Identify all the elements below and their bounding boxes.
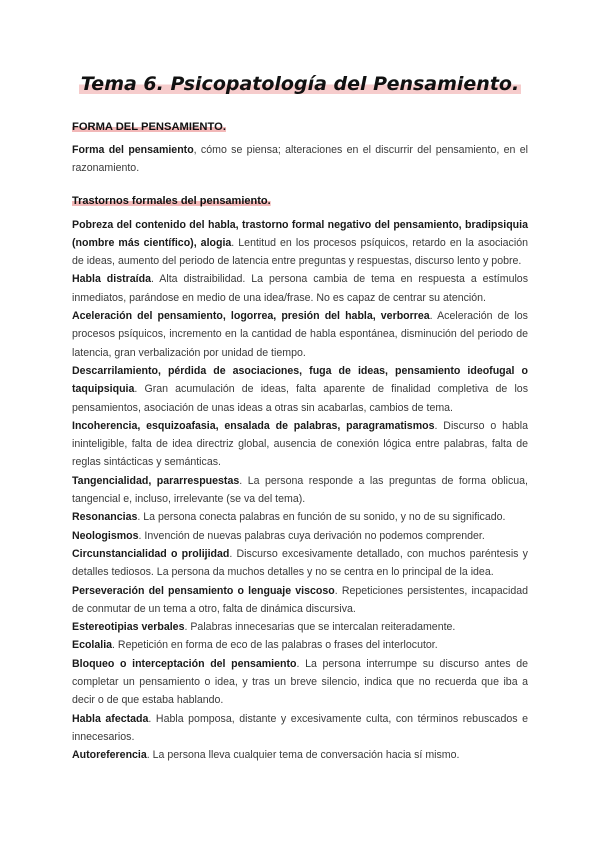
entry-term: Resonancias — [72, 511, 138, 524]
list-item — [72, 636, 528, 654]
entry-text: . La persona interrumpe su discurso antes de completar un pensamiento o idea, y tras un breve silencio, indica que no recuerda que iba a decir o de que estaba hablando. — [72, 657, 528, 707]
entry-term: Aceleración del pensamiento, logorrea, presión del habla, verborrea — [72, 310, 430, 323]
entry-text: . La persona responde a las preguntas de forma oblicua, tangencial e, incluso, irrelevante (se va del tema). — [72, 474, 528, 506]
entry-term: Autoreferencia — [72, 749, 147, 762]
list-item — [72, 527, 528, 545]
entry-term: Neologismos — [72, 529, 139, 542]
entry-text: . Aceleración de los procesos psíquicos, incremento en la cantidad de habla espontánea, disminución del periodo de latencia, gran verbalización por unidad de tiempo. — [72, 310, 528, 359]
intro-text: , cómo se piensa; alteraciones en el discurrir del pensamiento, en el razonamiento. — [72, 144, 528, 175]
entry-term: Incoherencia, esquizoafasia, ensalada de palabras, paragramatismos — [72, 419, 435, 432]
intro-paragraph — [72, 141, 528, 178]
entry-term: Ecolalia — [72, 639, 113, 652]
intro-term: Forma del pensamiento — [72, 144, 194, 156]
entry-text: . Gran acumulación de ideas, falta aparente de finalidad completiva de los pensamientos, asociación de unas ideas a otras sin acabarlas, cambios de tema. — [72, 383, 528, 414]
list-item — [72, 270, 528, 307]
entry-term: Habla afectada — [72, 712, 149, 725]
list-item — [72, 746, 528, 764]
list-item — [72, 307, 528, 362]
list-item — [72, 710, 528, 747]
list-item — [72, 545, 528, 582]
entry-text: . La persona conecta palabras en función de su sonido, y no de su significado. — [137, 511, 506, 524]
list-item — [72, 508, 528, 526]
entry-text: . Palabras innecesarias que se intercalan reiteradamente. — [184, 621, 456, 634]
entry-term: Bloqueo o interceptación del pensamiento — [72, 657, 297, 670]
entry-term: Pobreza del contenido del habla, trastorno formal negativo del pensamiento, bradipsiquia (nombre más científico), alogia — [72, 218, 528, 249]
entry-text: . Discurso o habla ininteligible, falta de idea directriz global, ausencia de conexión lógica entre palabras, falta de reglas sintácticas y semánticas. — [72, 419, 528, 469]
entries-list — [72, 216, 528, 765]
list-item — [72, 618, 528, 636]
entry-term: Estereotipias verbales — [72, 621, 185, 634]
list-item — [72, 472, 528, 509]
entry-text: . Alta distraibilidad. La persona cambia de tema en respuesta a estímulos inmediatos, parándose en medio de una idea/frase. No es capaz de centrar su atención. — [72, 273, 529, 304]
entry-text: . Discurso excesivamente detallado, con muchos paréntesis y detalles tediosos. La persona da muchos detalles y no se centra en lo principal de la idea. — [72, 547, 528, 579]
entry-text: . Invención de nuevas palabras cuya derivación no podemos comprender. — [138, 529, 485, 542]
list-item — [72, 216, 528, 271]
entry-term: Perseveración del pensamiento o lenguaje viscoso — [72, 584, 335, 597]
entry-term: Circunstancialidad o prolijidad — [72, 547, 230, 560]
entry-term: Tangencialidad, pararrespuestas — [72, 474, 240, 487]
list-item — [72, 417, 528, 472]
page-title: Tema 6. Psicopatología del Pensamiento. — [80, 73, 520, 95]
list-item — [72, 362, 528, 417]
entry-text: . Lentitud en los procesos psíquicos, retardo en la asociación de ideas, aumento del periodo de latencia entre preguntas y respuestas, discurso lento y pobre. — [72, 236, 528, 268]
subheading: Trastornos formales del pensamiento. — [72, 194, 271, 207]
entry-text: . Repetición en forma de eco de las palabras o frases del interlocutor. — [112, 639, 438, 652]
entry-text: . Habla pomposa, distante y excesivamente culta, con términos rebuscados e innecesarios. — [72, 712, 528, 743]
entry-term: Descarrilamiento, pérdida de asociaciones, fuga de ideas, pensamiento ideofugal o taquipsiquia — [72, 364, 528, 396]
list-item — [72, 582, 528, 619]
entry-term: Habla distraída — [72, 273, 151, 286]
list-item — [72, 655, 528, 710]
entry-text: . La persona lleva cualquier tema de conversación hacia sí mismo. — [146, 749, 460, 762]
title-container — [72, 0, 528, 104]
entry-text: . Repeticiones persistentes, incapacidad de conmutar de un tema a otro, falta de dinámica discursiva. — [72, 584, 528, 615]
section-heading: FORMA DEL PENSAMIENTO. — [72, 121, 226, 133]
